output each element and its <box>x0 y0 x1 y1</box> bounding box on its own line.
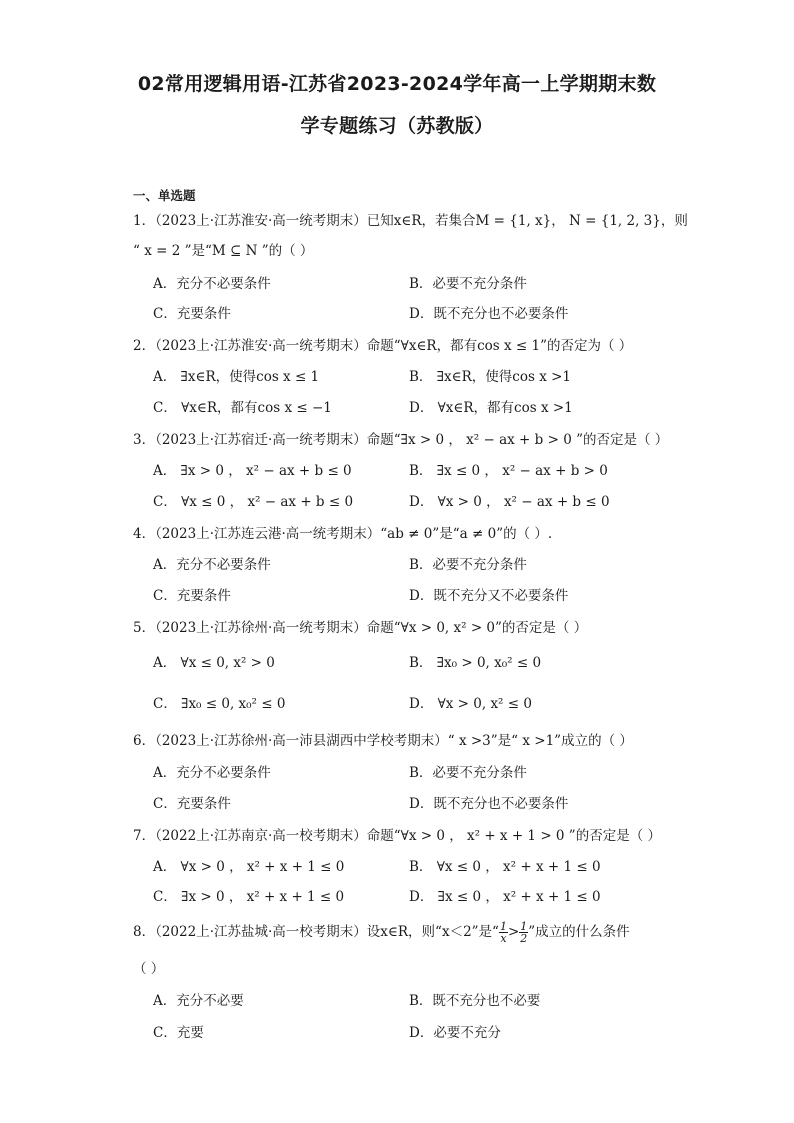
question-3-option-b: B． ∃x ≤ 0 ， x² − ax + b > 0 <box>409 463 608 479</box>
document-title-line-1: 02常用逻辑用语-江苏省2023-2024学年高一上学期期末数 <box>137 73 657 95</box>
question-3-option-d: D． ∀x > 0 ， x² − ax + b ≤ 0 <box>409 494 610 510</box>
question-5-stem: 5．（2023上·江苏徐州·高一统考期末）命题“∀x > 0, x² > 0”的否定是（ ） <box>133 620 588 636</box>
fraction-operator: > <box>507 924 520 940</box>
question-6-option-d: D．既不充分也不必要条件 <box>409 796 569 812</box>
question-4-stem: 4．（2023上·江苏连云港·高一统考期末）“ab ≠ 0”是“a ≠ 0”的（ ）. <box>133 526 553 542</box>
question-7-option-d: D． ∃x ≤ 0 ， x² + x + 1 ≤ 0 <box>409 889 601 905</box>
question-6-option-a: A．充分不必要条件 <box>153 765 271 781</box>
question-8-option-d: D．必要不充分 <box>409 1025 501 1041</box>
question-7-option-b: B． ∀x ≤ 0 ， x² + x + 1 ≤ 0 <box>409 859 601 875</box>
question-3-option-a: A． ∃x > 0 ， x² − ax + b ≤ 0 <box>153 463 352 479</box>
question-2-option-d: D． ∀x∈R，都有cos x >1 <box>409 400 573 416</box>
question-8-option-a: A．充分不必要 <box>153 993 244 1009</box>
section-heading: 一、单选题 <box>133 188 196 203</box>
question-8-option-b: B．既不充分也不必要 <box>409 993 541 1009</box>
question-2-option-a: A． ∃x∈R，使得cos x ≤ 1 <box>153 369 320 385</box>
fraction-numerator: 1 <box>499 920 507 933</box>
question-5-option-b: B． ∃x₀ > 0, x₀² ≤ 0 <box>409 655 542 671</box>
question-5-option-a: A． ∀x ≤ 0, x² > 0 <box>153 655 275 671</box>
fraction-one-over-x <box>499 921 508 944</box>
question-5-option-c: C． ∃x₀ ≤ 0, x₀² ≤ 0 <box>153 696 286 712</box>
question-6-option-c: C．充要条件 <box>153 796 231 812</box>
question-8-stem-pre: 8．（2022上·江苏盐城·高一校考期末）设x∈R，则“x＜2”是“ <box>133 924 499 940</box>
question-7-option-c: C． ∃x > 0 ， x² + x + 1 ≤ 0 <box>153 889 345 905</box>
question-8-stem-post: ”成立的什么条件 <box>528 924 630 940</box>
document-title-line-2: 学专题练习（苏教版） <box>300 115 494 137</box>
question-4-option-d: D．既不充分又不必要条件 <box>409 588 569 604</box>
question-2-option-c: C． ∀x∈R，都有cos x ≤ −1 <box>153 400 332 416</box>
fraction-denominator: x <box>500 932 507 945</box>
question-1-stem: 1．（2023上·江苏淮安·高一统考期末）已知x∈R，若集合M = {1, x}， N = {1, 2, 3}，则 <box>133 213 688 229</box>
question-6-option-b: B．必要不充分条件 <box>409 765 527 781</box>
question-3-option-c: C． ∀x ≤ 0 ， x² − ax + b ≤ 0 <box>153 494 354 510</box>
question-4-option-b: B．必要不充分条件 <box>409 557 527 573</box>
fraction-denominator: 2 <box>520 932 528 945</box>
question-3-stem: 3．（2023上·江苏宿迁·高一统考期末）命题“∃x > 0 ， x² − ax + b > 0 ”的否定是（ ） <box>133 432 669 448</box>
question-2-stem: 2．（2023上·江苏淮安·高一统考期末）命题“∀x∈R，都有cos x ≤ 1”的否定为（ ） <box>133 338 633 354</box>
fraction-one-half <box>519 921 528 944</box>
question-1-option-a: A．充分不必要条件 <box>153 276 271 292</box>
question-4-option-a: A．充分不必要条件 <box>153 557 271 573</box>
question-1-option-b: B．必要不充分条件 <box>409 276 527 292</box>
question-2-option-b: B． ∃x∈R，使得cos x >1 <box>409 369 572 385</box>
question-1-option-d: D．既不充分也不必要条件 <box>409 306 569 322</box>
question-8-stem-cont: （ ） <box>133 961 165 977</box>
question-8-option-c: C．充要 <box>153 1025 204 1041</box>
question-1-option-c: C．充要条件 <box>153 306 231 322</box>
question-7-option-a: A． ∀x > 0 ， x² + x + 1 ≤ 0 <box>153 859 345 875</box>
question-4-option-c: C．充要条件 <box>153 588 231 604</box>
question-7-stem: 7．（2022上·江苏南京·高一校考期末）命题“∀x > 0 ， x² + x + 1 > 0 ”的否定是（ ） <box>133 828 661 844</box>
question-6-stem: 6．（2023上·江苏徐州·高一沛县湖西中学校考期末）“ x >3”是“ x >1”成立的（ ） <box>133 733 633 749</box>
fraction-numerator: 1 <box>520 920 528 933</box>
question-8-stem <box>133 921 663 944</box>
question-1-stem-cont: “ x = 2 ”是“M ⊆ N ”的（ ） <box>133 243 314 259</box>
question-5-option-d: D． ∀x > 0, x² ≤ 0 <box>409 696 532 712</box>
